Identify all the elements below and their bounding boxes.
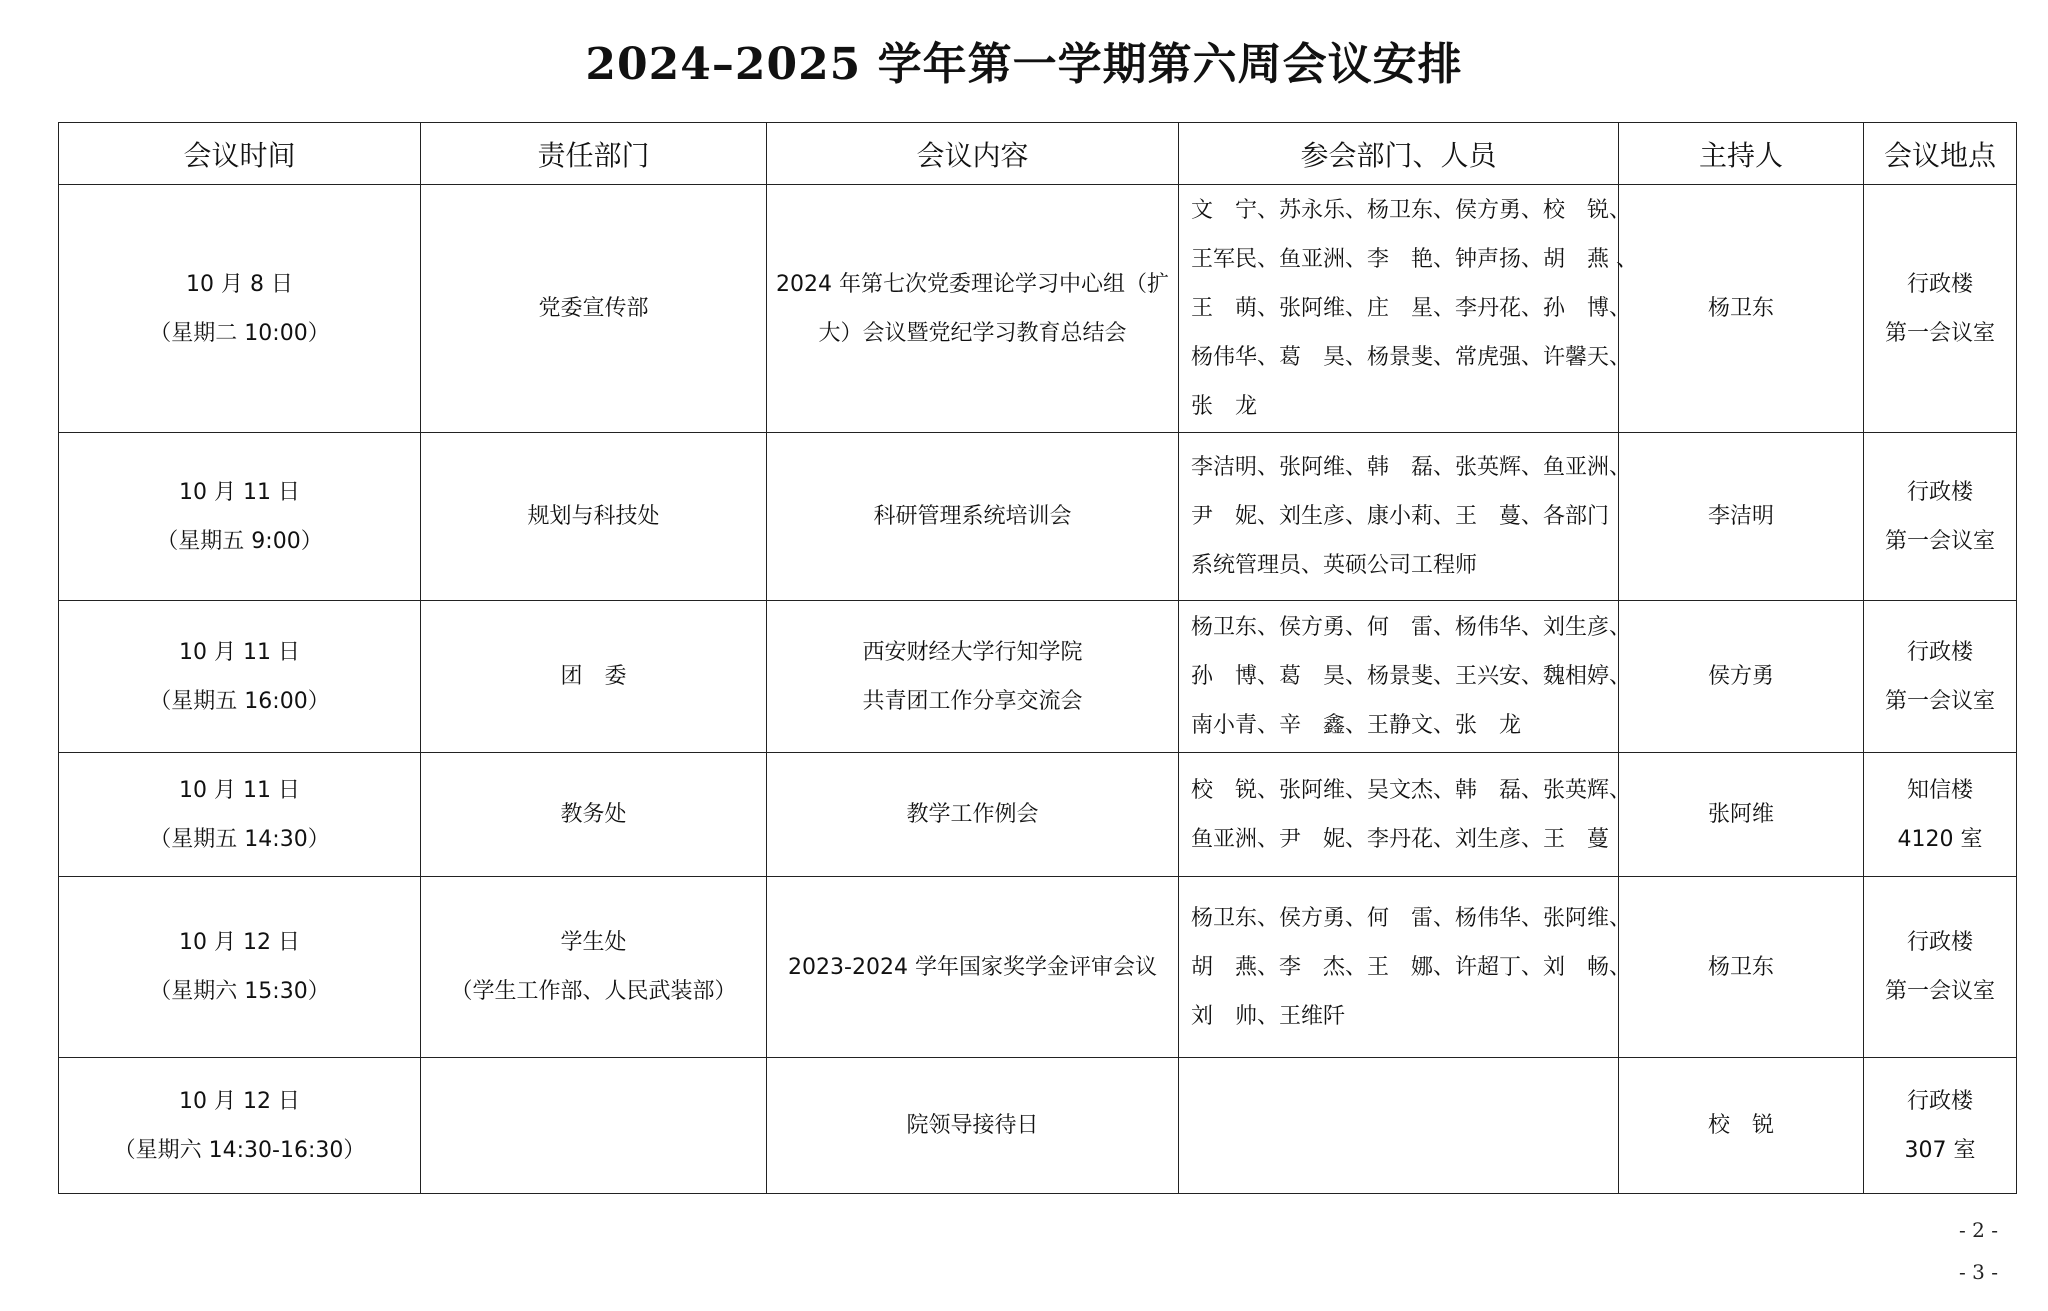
cell-host [1619, 433, 1864, 601]
cell-location-line: 4120 室 [1897, 826, 1983, 852]
cell-time-line: （星期六 15:30） [149, 979, 330, 1004]
cell-attendees-line: 鱼亚洲、尹 妮、李丹花、刘生彦、王 蔓 [1191, 826, 1610, 852]
table-header-row [59, 123, 2017, 185]
cell-content-line: 大）会议暨党纪学习教育总结会 [818, 320, 1127, 346]
cell-host [1619, 601, 1864, 753]
cell-attendees [1179, 601, 1632, 753]
page-title: 2024–2025 学年第一学期第六周会议安排 [585, 39, 1463, 90]
cell-location-line: 第一会议室 [1884, 979, 1995, 1004]
cell-time [59, 433, 421, 601]
table-row [59, 185, 2017, 433]
cell-attendees-line: 尹 妮、刘生彦、康小莉、王 蔓、各部门 [1191, 504, 1610, 529]
cell-time-line: （星期二 10:00） [149, 320, 330, 346]
cell-host [1619, 877, 1864, 1058]
table-row [59, 753, 2017, 877]
cell-location-line: 行政楼 [1906, 639, 1973, 665]
cell-department-line: 学生处 [560, 930, 627, 955]
cell-content [767, 185, 1179, 433]
cell-host [1619, 185, 1864, 433]
cell-time-line: 10 月 8 日 [186, 271, 293, 297]
cell-content-line: 院领导接待日 [906, 1113, 1039, 1138]
cell-content [767, 753, 1179, 877]
cell-location-line: 行政楼 [1906, 271, 1973, 297]
cell-department [421, 601, 767, 753]
table-row [59, 433, 2017, 601]
cell-attendees-line: 李洁明、张阿维、韩 磊、张英辉、鱼亚洲、 [1191, 455, 1632, 480]
header-location: 会议地点 [1864, 123, 2017, 185]
cell-time-line: 10 月 11 日 [179, 479, 300, 505]
cell-department-line: （学生工作部、人民武装部） [450, 979, 737, 1004]
cell-department-line: 教务处 [560, 802, 627, 827]
cell-content-line: 2024 年第七次党委理论学习中心组（扩 [776, 271, 1169, 297]
header-attendees: 参会部门、人员 [1179, 123, 1619, 185]
cell-time [59, 753, 421, 877]
cell-location-line: 第一会议室 [1884, 528, 1995, 554]
header-content: 会议内容 [767, 123, 1179, 185]
cell-attendees-line: 杨卫东、侯方勇、何 雷、杨伟华、张阿维、 [1191, 905, 1632, 931]
cell-time-line: （星期五 16:00） [149, 688, 330, 714]
cell-attendees [1179, 753, 1632, 877]
cell-attendees-line: 杨伟华、葛 昊、杨景斐、常虎强、许馨天、 [1191, 345, 1632, 370]
cell-location-line: 行政楼 [1906, 479, 1973, 505]
cell-content [767, 877, 1179, 1058]
cell-department [421, 185, 767, 433]
cell-content [767, 433, 1179, 601]
cell-attendees-line: 杨卫东、侯方勇、何 雷、杨伟华、刘生彦、 [1191, 615, 1632, 640]
page-number-2: - 2 - [1959, 1218, 1998, 1242]
cell-time-line: （星期五 14:30） [149, 826, 330, 852]
cell-host-line: 李洁明 [1707, 504, 1774, 529]
cell-host-line: 侯方勇 [1707, 664, 1774, 689]
cell-attendees-line: 王军民、鱼亚洲、李 艳、钟声扬、胡 燕 、 [1191, 247, 1638, 272]
cell-department [421, 433, 767, 601]
cell-location-line: 行政楼 [1906, 1088, 1973, 1114]
cell-department-line: 团 委 [560, 664, 627, 689]
cell-time-line: 10 月 12 日 [179, 1088, 300, 1114]
page-number-3: - 3 - [1959, 1260, 1998, 1284]
cell-attendees-line: 南小青、辛 鑫、王静文、张 龙 [1191, 713, 1522, 738]
cell-content-line: 西安财经大学行知学院 [862, 639, 1083, 665]
cell-location-line: 行政楼 [1906, 930, 1973, 955]
cell-host-line: 杨卫东 [1707, 954, 1774, 980]
cell-time-line: 10 月 11 日 [179, 777, 300, 803]
cell-department-line: 规划与科技处 [527, 504, 660, 529]
cell-attendees-line: 王 萌、张阿维、庄 星、李丹花、孙 博、 [1191, 296, 1632, 321]
cell-content-line: 2023-2024 学年国家奖学金评审会议 [788, 954, 1157, 980]
cell-department [421, 1058, 767, 1194]
header-time: 会议时间 [59, 123, 421, 185]
cell-content [767, 601, 1179, 753]
header-department: 责任部门 [421, 123, 767, 185]
cell-department-line: 党委宣传部 [538, 296, 649, 321]
cell-attendees-line: 系统管理员、英硕公司工程师 [1191, 553, 1478, 578]
cell-content [767, 1058, 1179, 1194]
cell-time [59, 185, 421, 433]
cell-location [1864, 1058, 2017, 1194]
cell-time [59, 877, 421, 1058]
cell-attendees-line: 张 龙 [1191, 394, 1258, 419]
cell-time [59, 601, 421, 753]
header-host: 主持人 [1619, 123, 1864, 185]
cell-location [1864, 753, 2017, 877]
cell-attendees-line: 刘 帅、王维阡 [1191, 1003, 1346, 1029]
cell-time-line: （星期五 9:00） [156, 528, 323, 554]
cell-attendees [1179, 877, 1632, 1058]
meeting-schedule-table [58, 122, 2017, 1194]
cell-host-line: 杨卫东 [1707, 296, 1774, 321]
cell-host [1619, 1058, 1864, 1194]
cell-time-line: （星期六 14:30-16:30） [113, 1137, 366, 1163]
cell-content-line: 科研管理系统培训会 [873, 504, 1072, 529]
cell-location-line: 知信楼 [1906, 777, 1973, 803]
cell-time-line: 10 月 11 日 [179, 639, 300, 665]
cell-attendees [1179, 1058, 1619, 1194]
cell-location [1864, 877, 2017, 1058]
table-row [59, 877, 2017, 1058]
cell-location [1864, 433, 2017, 601]
cell-location-line: 第一会议室 [1884, 320, 1995, 346]
cell-content-line: 教学工作例会 [906, 802, 1039, 827]
cell-location-line: 307 室 [1904, 1137, 1976, 1163]
cell-department [421, 877, 767, 1058]
cell-attendees-line: 孙 博、葛 昊、杨景斐、王兴安、魏相婷、 [1191, 664, 1632, 689]
cell-host [1619, 753, 1864, 877]
cell-content-line: 共青团工作分享交流会 [862, 688, 1083, 714]
cell-location [1864, 601, 2017, 753]
cell-department [421, 753, 767, 877]
table-row [59, 1058, 2017, 1194]
table-row [59, 601, 2017, 753]
cell-location-line: 第一会议室 [1884, 688, 1995, 714]
cell-attendees [1179, 433, 1632, 601]
table-body [59, 185, 2017, 1194]
cell-attendees [1179, 185, 1638, 433]
cell-time-line: 10 月 12 日 [179, 930, 300, 955]
cell-host-line: 校 锐 [1707, 1113, 1774, 1138]
cell-attendees-line: 胡 燕、李 杰、王 娜、许超丁、刘 畅、 [1191, 954, 1632, 980]
cell-location [1864, 185, 2017, 433]
cell-time [59, 1058, 421, 1194]
cell-attendees-line: 校 锐、张阿维、吴文杰、韩 磊、张英辉、 [1191, 777, 1632, 803]
cell-attendees-line: 文 宁、苏永乐、杨卫东、侯方勇、校 锐、 [1191, 198, 1632, 223]
cell-host-line: 张阿维 [1707, 802, 1774, 827]
